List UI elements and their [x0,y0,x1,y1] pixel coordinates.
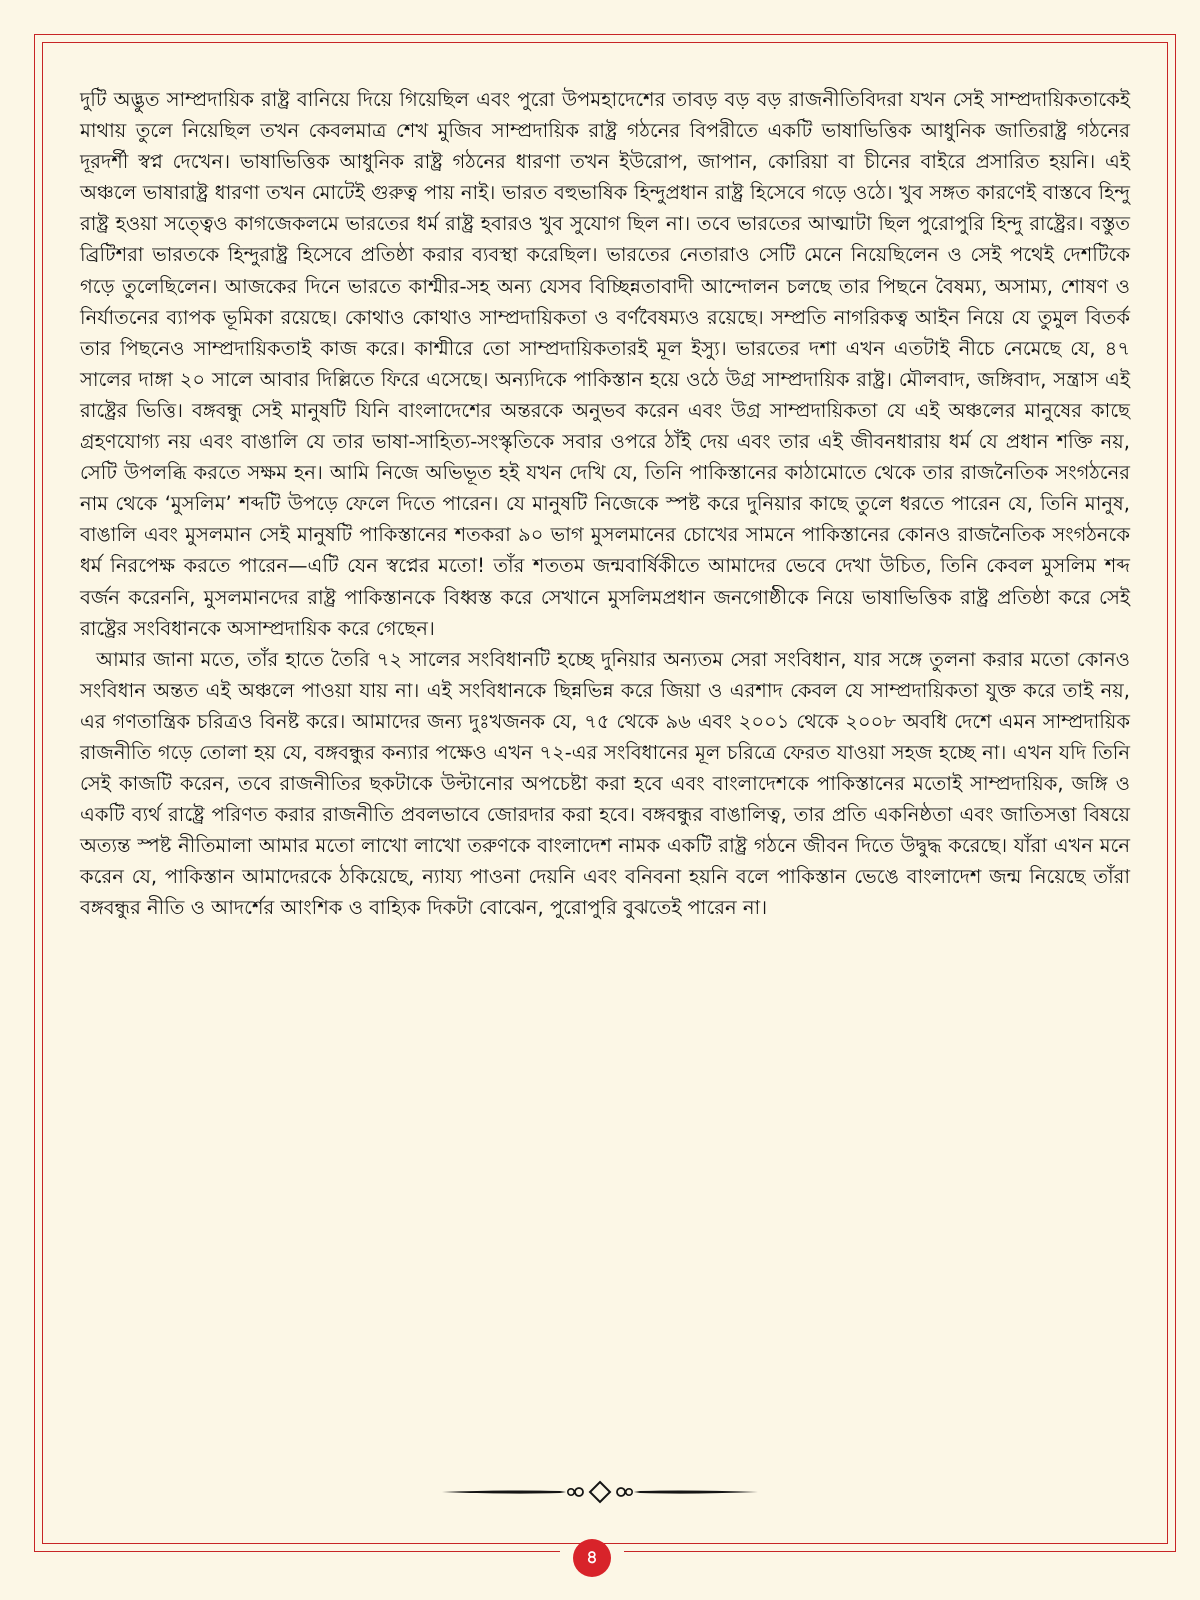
article-body [80,84,1130,924]
article-paragraph-1: দুটি অদ্ভুত সাম্প্রদায়িক রাষ্ট্র বানিয়ে দিয়ে গিয়েছিল এবং পুরো উপমহাদেশের তাবড় বড় বড় রাজনীতিবিদরা যখন সেই সাম্প্রদায়িকতাকেই মাথায় তুলে নিয়েছিল তখন কেবলমাত্র শেখ মুজিব সাম্প্রদায়িক রাষ্ট্র গঠনের বিপরীতে একটি ভাষাভিত্তিক আধুনিক জাতিরাষ্ট্র গঠনের দূরদর্শী স্বপ্ন দেখেন। ভাষাভিত্তিক আধুনিক রাষ্ট্র গঠনের ধারণা তখন ইউরোপ, জাপান, কোরিয়া বা চীনের বাইরে প্রসারিত হয়নি। এই অঞ্চলে ভাষারাষ্ট্র ধারণা তখন মোটেই গুরুত্ব পায় নাই। ভারত বহুভাষিক হিন্দুপ্রধান রাষ্ট্র হিসেবে গড়ে ওঠে। খুব সঙ্গত কারণেই বাস্তবে হিন্দু রাষ্ট্র হওয়া সত্ত্বেও কাগজেকলমে ভারতের ধর্ম রাষ্ট্র হবারও খুব সুযোগ ছিল না। তবে ভারতের আত্মাটা ছিল পুরোপুরি হিন্দু রাষ্ট্রের। বস্তুত ব্রিটিশরা ভারতকে হিন্দুরাষ্ট্র হিসেবে প্রতিষ্ঠা করার ব্যবস্থা করেছিল। ভারতের নেতারাও সেটি মেনে নিয়েছিলেন ও সেই পথেই দেশটিকে গড়ে তুলেছিলেন। আজকের দিনে ভারতে কাশ্মীর-সহ অন্য যেসব বিচ্ছিন্নতাবাদী আন্দোলন চলছে তার পিছনে বৈষম্য, অসাম্য, শোষণ ও নির্যাতনের ব্যাপক ভূমিকা রয়েছে। কোথাও কোথাও সাম্প্রদায়িকতা ও বর্ণবৈষম্যও রয়েছে। সম্প্রতি নাগরিকত্ব আইন নিয়ে যে তুমুল বিতর্ক তার পিছনেও সাম্প্রদায়িকতাই কাজ করে। কাশ্মীরে তো সাম্প্রদায়িকতারই মূল ইস্যু। ভারতের দশা এখন এতটাই নীচে নেমেছে যে, ৪৭ সালের দাঙ্গা ২০ সালে আবার দিল্লিতে ফিরে এসেছে। অন্যদিকে পাকিস্তান হয়ে ওঠে উগ্র সাম্প্রদায়িক রাষ্ট্র। মৌলবাদ, জঙ্গিবাদ, সন্ত্রাস এই রাষ্ট্রের ভিত্তি। বঙ্গবন্ধু সেই মানুষটি যিনি বাংলাদেশের অন্তরকে অনুভব করেন এবং উগ্র সাম্প্রদায়িকতা যে এই অঞ্চলের মানুষের কাছে গ্রহণযোগ্য নয় এবং বাঙালি যে তার ভাষা-সাহিত্য-সংস্কৃতিকে সবার ওপরে ঠাঁই দেয় এবং তার এই জীবনধারায় ধর্ম যে প্রধান শক্তি নয়, সেটি উপলব্ধি করতে সক্ষম হন। আমি নিজে অভিভূত হই যখন দেখি যে, তিনি পাকিস্তানের কাঠামোতে থেকে তার রাজনৈতিক সংগঠনের নাম থেকে ‘মুসলিম’ শব্দটি উপড়ে ফেলে দিতে পারেন। যে মানুষটি নিজেকে স্পষ্ট করে দুনিয়ার কাছে তুলে ধরতে পারেন যে, তিনি মানুষ, বাঙালি এবং মুসলমান সেই মানুষটি পাকিস্তানের শতকরা ৯০ ভাগ মুসলমানের চোখের সামনে পাকিস্তানের কোনও রাজনৈতিক সংগঠনকে ধর্ম নিরপেক্ষ করতে পারেন—এটি যেন স্বপ্নের মতো! তাঁর শততম জন্মবার্ষিকীতে আমাদের ভেবে দেখা উচিত, তিনি কেবল মুসলিম শব্দ বর্জন করেননি, মুসলমানদের রাষ্ট্র পাকিস্তানকে বিধ্বস্ত করে সেখানে মুসলিমপ্রধান জনগোষ্ঠীকে নিয়ে ভাষাভিত্তিক রাষ্ট্র প্রতিষ্ঠা করে সেই রাষ্ট্রের সংবিধানকে অসাম্প্রদায়িক করে গেছেন। [80,88,1130,640]
decorative-divider-icon [440,1478,760,1506]
page-number-badge: ৪ [573,1539,611,1577]
article-paragraph-2: আমার জানা মতে, তাঁর হাতে তৈরি ৭২ সালের সংবিধানটি হচ্ছে দুনিয়ার অন্যতম সেরা সংবিধান, যার সঙ্গে তুলনা করার মতো কোনও সংবিধান অন্তত এই অঞ্চলে পাওয়া যায় না। এই সংবিধানকে ছিন্নভিন্ন করে জিয়া ও এরশাদ কেবল যে সাম্প্রদায়িকতা যুক্ত করে তাই নয়, এর গণতান্ত্রিক চরিত্রও বিনষ্ট করে। আমাদের জন্য দুঃখজনক যে, ৭৫ থেকে ৯৬ এবং ২০০১ থেকে ২০০৮ অবধি দেশে এমন সাম্প্রদায়িক রাজনীতি গড়ে তোলা হয় যে, বঙ্গবন্ধুর কন্যার পক্ষেও এখন ৭২-এর সংবিধানের মূল চরিত্রে ফেরত যাওয়া সহজ হচ্ছে না। এখন যদি তিনি সেই কাজটি করেন, তবে রাজনীতির ছকটাকে উল্টানোর অপচেষ্টা করা হবে এবং বাংলাদেশকে পাকিস্তানের মতোই সাম্প্রদায়িক, জঙ্গি ও একটি ব্যর্থ রাষ্ট্রে পরিণত করার রাজনীতি প্রবলভাবে জোরদার করা হবে। বঙ্গবন্ধুর বাঙালিত্ব, তার প্রতি একনিষ্ঠতা এবং জাতিসত্তা বিষয়ে অত্যন্ত স্পষ্ট নীতিমালা আমার মতো লাখো লাখো তরুণকে বাংলাদেশ নামক একটি রাষ্ট্র গঠনে জীবন দিতে উদ্বুদ্ধ করেছে। যাঁরা এখন মনে করেন যে, পাকিস্তান আমাদেরকে ঠকিয়েছে, ন্যায্য পাওনা দেয়নি এবং বনিবনা হয়নি বলে পাকিস্তান ভেঙে বাংলাদেশ জন্ম নিয়েছে তাঁরা বঙ্গবন্ধুর নীতি ও আদর্শের আংশিক ও বাহ্যিক দিকটা বোঝেন, পুরোপুরি বুঝতেই পারেন না। [80,647,1130,920]
